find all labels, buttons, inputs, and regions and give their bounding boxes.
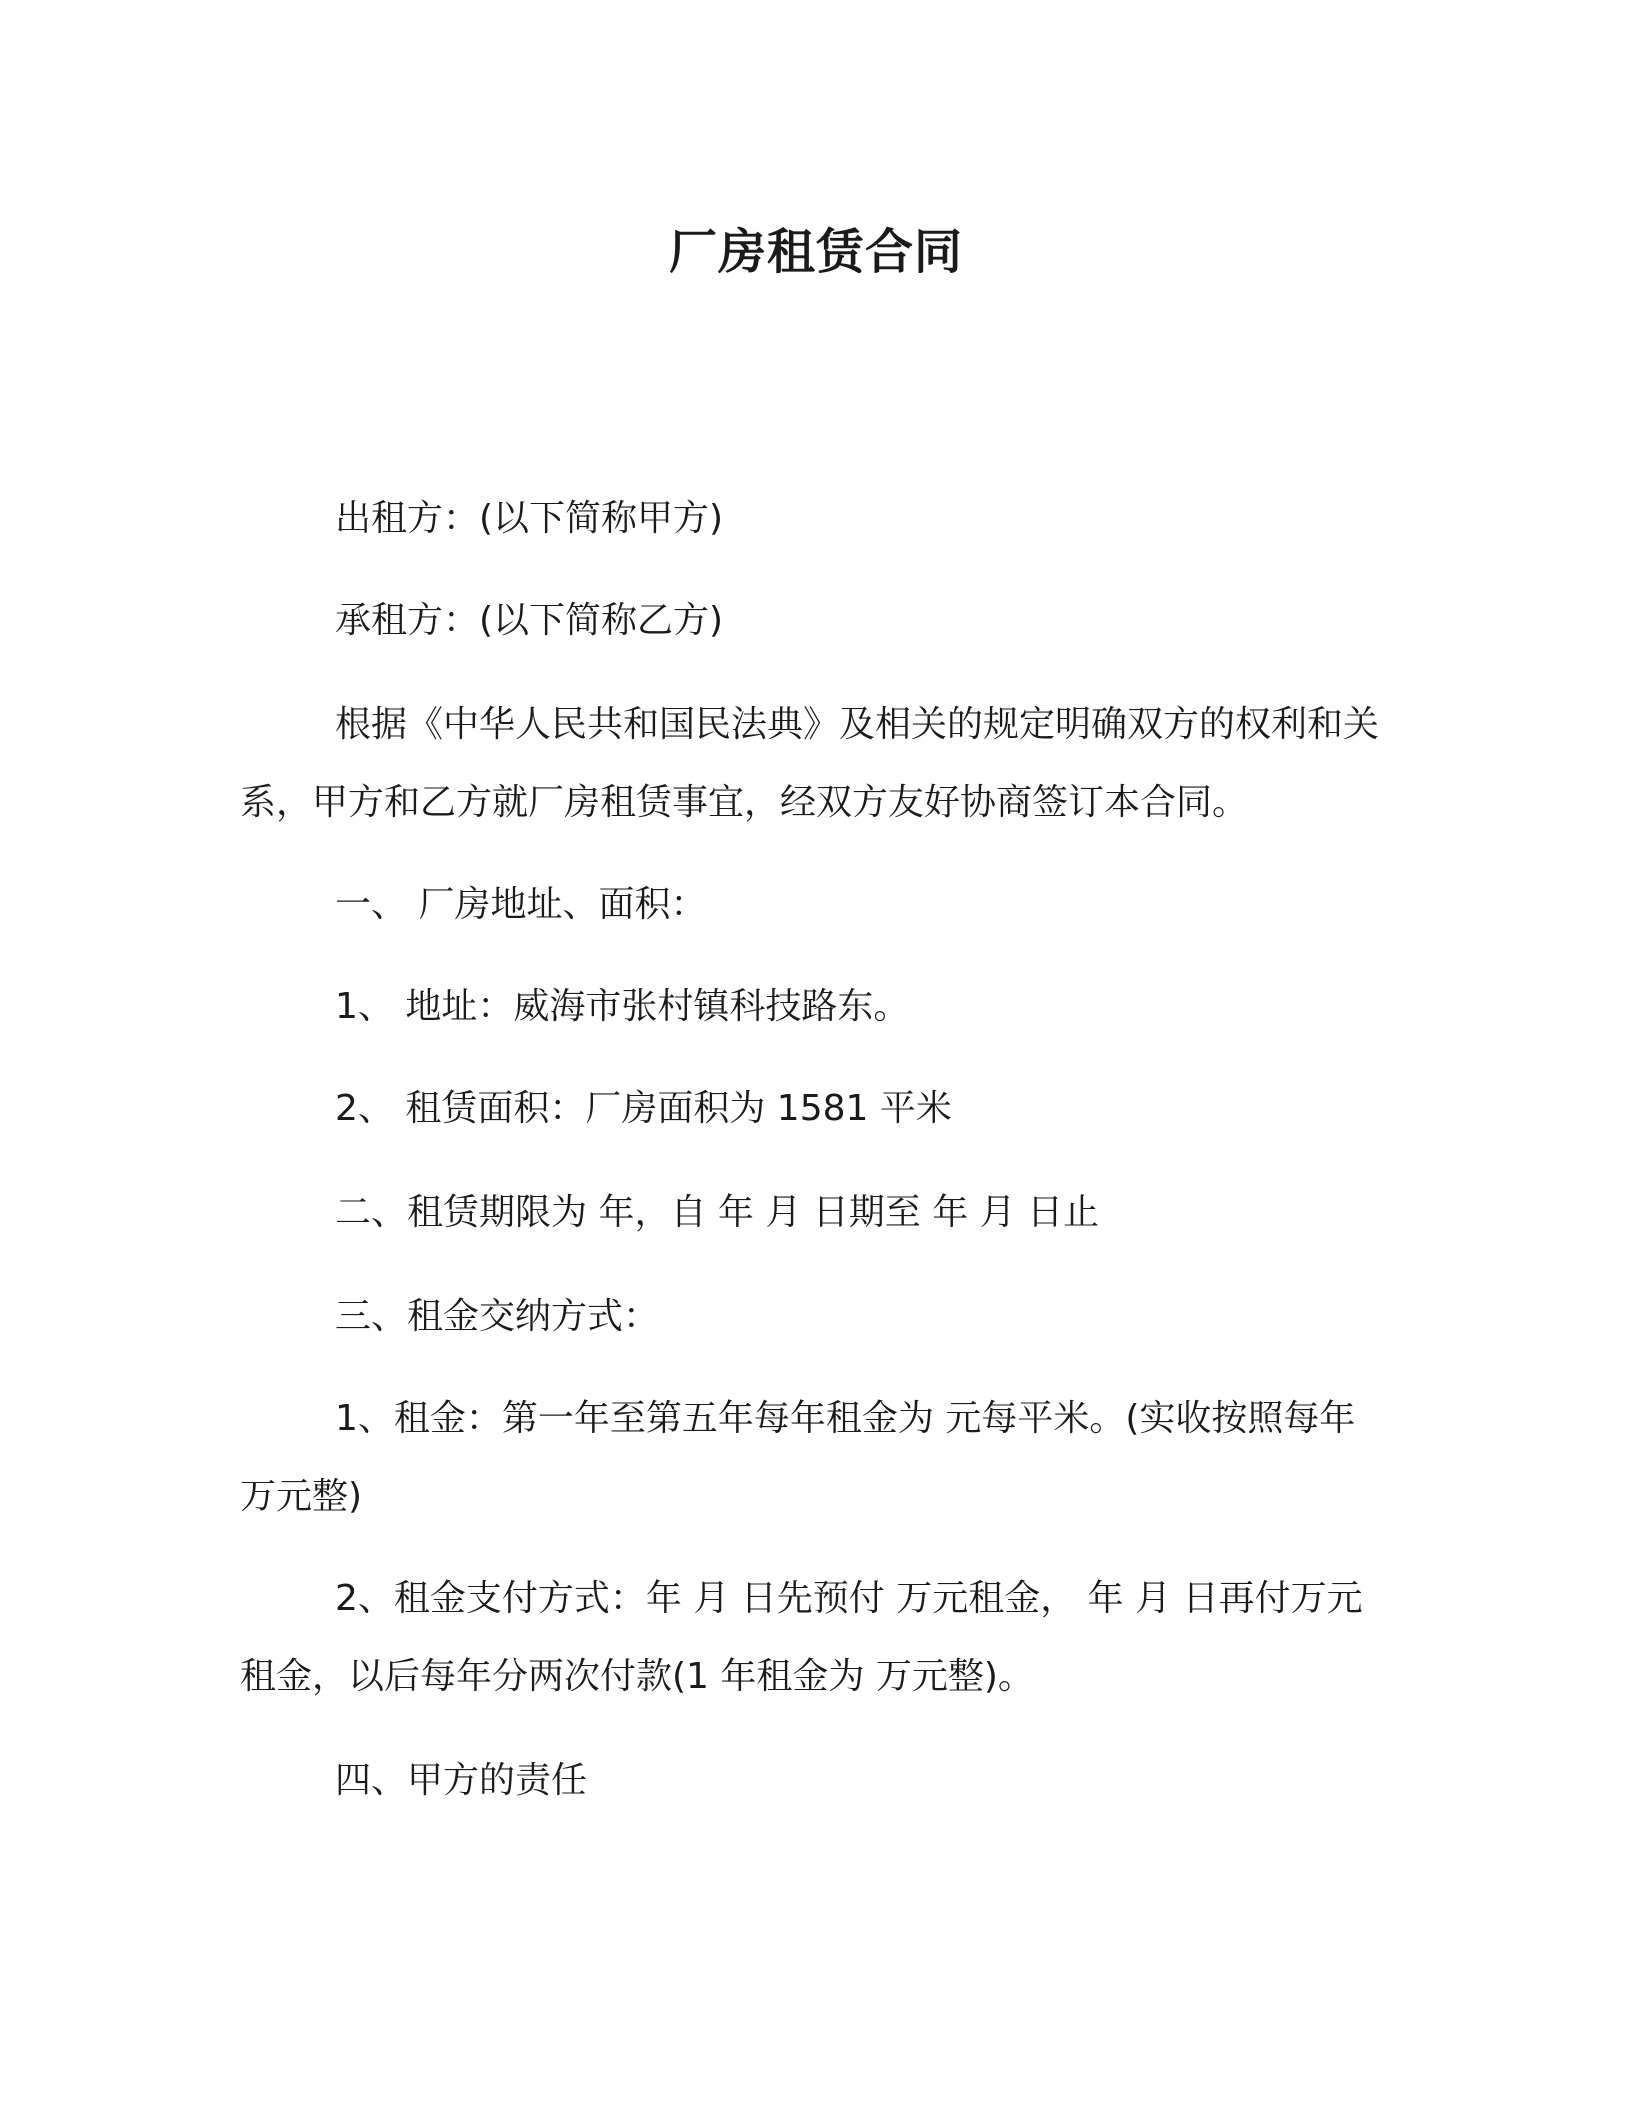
section-1-heading: 一、 厂房地址、面积： bbox=[335, 884, 707, 925]
section-3-heading: 三、租金交纳方式： bbox=[335, 1296, 660, 1337]
section-2-lease-term: 二、租赁期限为 年，自 年 月 日期至 年 月 日止 bbox=[335, 1192, 1100, 1233]
preamble-paragraph: 根据《中华人民共和国民法典》及相关的规定明确双方的权利和关系，甲方和乙方就厂房租赁事宜，经双方友好协商签订本合同。 bbox=[240, 704, 1380, 823]
lessor-line: 出租方：(以下简称甲方) bbox=[335, 498, 724, 539]
section-4-heading: 四、甲方的责任 bbox=[335, 1760, 588, 1801]
payment-method-item: 2、租金支付方式：年 月 日先预付 万元租金， 年 月 日再付万元租金，以后每年分两次付款(1 年租金为 万元整)。 bbox=[240, 1578, 1363, 1697]
address-item: 1、 地址：威海市张村镇科技路东。 bbox=[335, 986, 910, 1027]
document-title: 厂房租赁合同 bbox=[668, 224, 963, 280]
area-item: 2、 租赁面积：厂房面积为 1581 平米 bbox=[335, 1088, 952, 1129]
rent-item: 1、租金：第一年至第五年每年租金为 元每平米。(实收按照每年万元整) bbox=[240, 1398, 1356, 1517]
lessee-line: 承租方：(以下简称乙方) bbox=[335, 600, 724, 641]
